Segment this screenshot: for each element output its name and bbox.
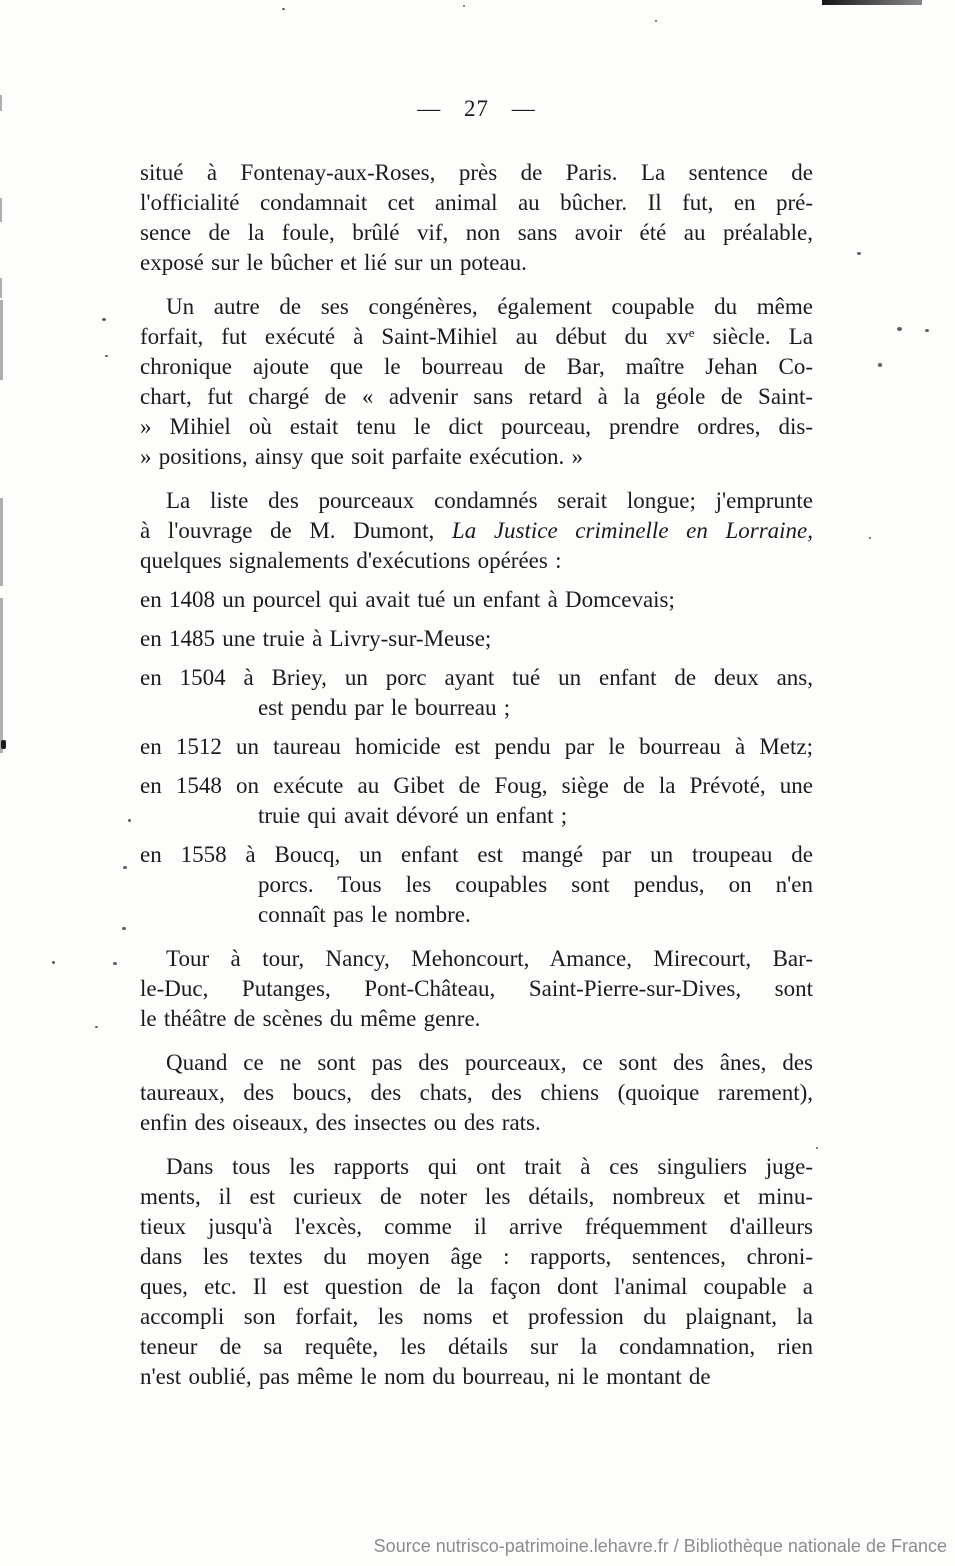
text-line: en 1558 à Boucq, un enfant est mangé par un troupeau de — [140, 842, 813, 867]
text-line: Dans tous les rapports qui ont trait à ces singuliers juge- — [166, 1154, 813, 1179]
paragraph — [140, 1048, 813, 1138]
scan-edge-line — [0, 198, 2, 222]
scan-speck — [102, 318, 106, 321]
scan-speck — [122, 927, 126, 930]
text-line: dans les textes du moyen âge : rapports, sentences, chroni- — [140, 1244, 813, 1269]
text-line: Quand ce ne sont pas des pourceaux, ce sont des ânes, des — [166, 1050, 813, 1075]
scan-speck — [52, 961, 55, 964]
text-line: Tour à tour, Nancy, Mehoncourt, Amance, Mirecourt, Bar- — [166, 946, 813, 971]
text-line: est pendu par le bourreau ; — [258, 695, 511, 720]
scan-speck — [128, 819, 131, 822]
text-line: ques, etc. Il est question de la façon dont l'animal coupable a — [140, 1274, 813, 1299]
text-line: le théâtre de scènes du même genre. — [140, 1006, 481, 1031]
text-line: taureaux, des boucs, des chats, des chiens (quoique rarement), — [140, 1080, 813, 1105]
paragraph — [140, 292, 813, 472]
text-line: exposé sur le bûcher et lié sur un poteau. — [140, 250, 527, 275]
list-entry — [140, 840, 813, 930]
paragraph — [140, 1152, 813, 1392]
page-number: — 27 — — [417, 96, 536, 121]
list-entry — [140, 624, 813, 654]
scan-edge-line — [0, 300, 3, 380]
text-line: forfait, fut exécuté à Saint-Mihiel au début du $xv^e$ siècle. La — [140, 324, 813, 349]
text-line: en 1408 un pourcel qui avait tué un enfant à Domcevais; — [140, 587, 675, 612]
scan-edge-line — [0, 95, 2, 111]
text-line: » Mihiel où estait tenu le dict pourceau, prendre ordres, dis- — [140, 414, 813, 439]
text-line: porcs. Tous les coupables sont pendus, on n'en — [258, 872, 813, 897]
scan-ink-blob — [1, 740, 6, 749]
scan-speck — [113, 962, 117, 965]
text-line: l'officialité condamnait cet animal au bûcher. Il fut, en pré- — [140, 190, 813, 215]
text-column — [140, 158, 813, 1392]
scan-speck — [105, 355, 108, 357]
paragraph — [140, 158, 813, 278]
paragraph — [140, 944, 813, 1034]
list-entry — [140, 663, 813, 723]
scan-edge-line — [0, 498, 3, 586]
list-entry — [140, 732, 813, 762]
scan-edge-bar — [822, 0, 922, 5]
text-line: en 1512 un taureau homicide est pendu par le bourreau à Metz; — [140, 734, 813, 759]
scan-speck — [123, 866, 127, 869]
text-line: sence de la foule, brûlé vif, non sans avoir été au préalable, — [140, 220, 813, 245]
scan-speck — [857, 252, 861, 255]
scan-speck — [878, 363, 882, 367]
text-line: connaît pas le nombre. — [258, 902, 471, 927]
text-line: en 1485 une truie à Livry-sur-Meuse; — [140, 626, 492, 651]
scan-speck — [282, 8, 285, 10]
scan-speck — [897, 327, 902, 331]
text-line: teneur de sa requête, les détails sur la condamnation, rien — [140, 1334, 813, 1359]
text-line: quelques signalements d'exécutions opérées : — [140, 548, 562, 573]
text-line: à l'ouvrage de M. Dumont, La Justice criminelle en Lorraine, — [140, 518, 813, 543]
scan-edge-line — [0, 278, 2, 298]
list-entry — [140, 771, 813, 831]
scan-speck — [869, 537, 871, 539]
scan-speck — [655, 20, 657, 22]
text-line: ments, il est curieux de noter les détails, nombreux et minu- — [140, 1184, 813, 1209]
text-line: truie qui avait dévoré un enfant ; — [258, 803, 568, 828]
text-line: chart, fut chargé de « advenir sans retard à la géole de Saint- — [140, 384, 813, 409]
text-line: » positions, ainsy que soit parfaite exécution. » — [140, 444, 583, 469]
source-attribution: Source nutrisco-patrimoine.lehavre.fr / Bibliothèque nationale de France — [373, 1536, 947, 1556]
text-line: n'est oublié, pas même le nom du bourreau, ni le montant de — [140, 1364, 711, 1389]
text-line: en 1548 on exécute au Gibet de Foug, siège de la Prévoté, une — [140, 773, 813, 798]
text-line: tieux jusqu'à l'excès, comme il arrive fréquemment d'ailleurs — [140, 1214, 813, 1239]
scan-speck — [463, 5, 465, 7]
text-line: enfin des oiseaux, des insectes ou des rats. — [140, 1110, 541, 1135]
paragraph — [140, 486, 813, 576]
scan-speck — [925, 329, 929, 332]
text-line: situé à Fontenay-aux-Roses, près de Paris. La sentence de — [140, 160, 813, 185]
text-line: accompli son forfait, les noms et profession du plaignant, la — [140, 1304, 813, 1329]
scan-speck — [816, 1147, 818, 1149]
text-line: chronique ajoute que le bourreau de Bar, maître Jehan Co- — [140, 354, 813, 379]
scan-edge-line — [0, 598, 3, 753]
text-line: le-Duc, Putanges, Pont-Château, Saint-Pierre-sur-Dives, sont — [140, 976, 813, 1001]
text-line: en 1504 à Briey, un porc ayant tué un enfant de deux ans, — [140, 665, 813, 690]
list-entry — [140, 585, 813, 615]
text-line: La liste des pourceaux condamnés serait longue; j'emprunte — [166, 488, 813, 513]
text-line: Un autre de ses congénères, également coupable du même — [166, 294, 813, 319]
scan-speck — [95, 1026, 98, 1028]
